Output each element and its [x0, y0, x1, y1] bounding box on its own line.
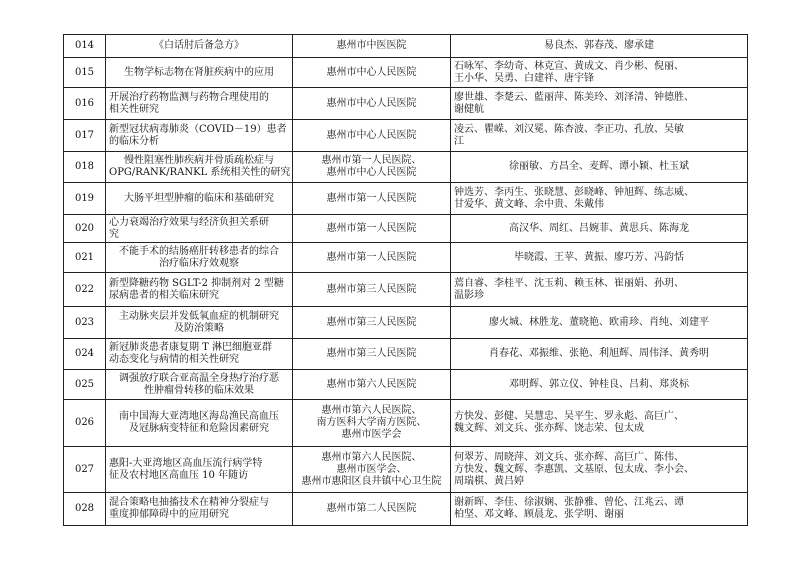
- institution-line: 惠州市第六人民医院、: [321, 405, 422, 416]
- institution: [293, 88, 451, 120]
- institution: [293, 183, 451, 215]
- institution: [293, 58, 451, 88]
- authors-line: 柏坚、邓文峰、顾晨龙、张学明、谢丽: [454, 509, 624, 520]
- authors-line: 方快发、魏文辉、李惠凯、文基原、包太成、李小会、: [454, 463, 694, 475]
- institution: [293, 35, 451, 58]
- row-number: 016: [64, 88, 106, 120]
- project-title-line: 相关性研究: [109, 103, 159, 115]
- institution: [293, 493, 451, 526]
- authors-line: 何翠芳、周晓萍、刘文兵、张亦辉、高巨广、陈伟、: [454, 451, 684, 463]
- authors-line: 周瑞棋、黄吕婷: [454, 475, 524, 487]
- project-title-line: 开展治疗药物监测与药物合理使用的: [109, 91, 269, 103]
- table-row: [64, 370, 748, 400]
- institution-line: 惠州市第六人民医院、: [321, 451, 422, 463]
- project-title-line: 及冠脉病变特征和危险因素研究: [129, 423, 269, 434]
- row-number: 024: [64, 339, 106, 370]
- project-title-line: 及防治策略: [174, 322, 224, 334]
- authors-line: 王小华、吴勇、白建祥、唐宇锋: [454, 72, 594, 84]
- project-title: [106, 339, 293, 370]
- project-title-line: 《白话肘后备急方》: [154, 40, 244, 51]
- authors: [451, 370, 748, 400]
- table-row: [64, 88, 748, 120]
- row-number: 015: [64, 58, 106, 88]
- row-number: 027: [64, 447, 106, 493]
- authors: [451, 152, 748, 183]
- table-row: [64, 493, 748, 526]
- institution-line: 惠州市第一人民医院: [326, 251, 417, 263]
- authors-line: 徐丽敏、方昌全、麦辉、谭小颖、杜玉斌: [509, 161, 689, 172]
- table-row: [64, 152, 748, 183]
- authors: [451, 183, 748, 215]
- institution: [293, 120, 451, 152]
- institution-line: 惠州市中心人民医院: [326, 167, 417, 178]
- institution-line: 惠州市医学会、: [336, 463, 407, 475]
- institution-line: 惠州市第一人民医院: [326, 192, 417, 204]
- authors-line: 肖春花、邓振维、张艳、利旭辉、周伟泽、黄秀明: [489, 348, 709, 359]
- table-row: [64, 58, 748, 88]
- table-row: [64, 447, 748, 493]
- project-title-line: 重度抑郁障碍中的应用研究: [109, 509, 229, 520]
- institution: [293, 152, 451, 183]
- project-title-line: 征及农村地区高血压 10 年随访: [109, 469, 249, 481]
- project-title: [106, 215, 293, 243]
- table-row: [64, 183, 748, 215]
- authors: [451, 493, 748, 526]
- project-title: [106, 88, 293, 120]
- project-title: [106, 243, 293, 273]
- institution: [293, 273, 451, 307]
- institution-line: 惠州市医学会: [341, 429, 402, 440]
- project-title-line: 的临床分析: [109, 135, 159, 147]
- institution: [293, 307, 451, 339]
- table-row: [64, 120, 748, 152]
- authors: [451, 307, 748, 339]
- institution-line: 惠州市第三人民医院: [326, 283, 417, 295]
- project-title-line: 新型冠状病毒肺炎（COVID－19）患者: [109, 123, 287, 135]
- institution: [293, 400, 451, 447]
- institution-line: 惠州市中心人民医院: [326, 129, 417, 141]
- authors-line: 方快发、彭健、吴慧忠、吴平生、罗永彪、高巨广、: [454, 411, 684, 422]
- authors-line: 廖世雄、李楚云、藍丽萍、陈美玲、刘泽清、钟德胜、: [454, 91, 694, 103]
- authors-line: 甘爱华、黄文峰、余中贵、朱戴伟: [454, 198, 604, 210]
- authors: [451, 35, 748, 58]
- table-row: [64, 339, 748, 370]
- institution-line: 惠州市第三人民医院: [326, 316, 417, 328]
- institution: [293, 215, 451, 243]
- table-row: [64, 273, 748, 307]
- row-number: 023: [64, 307, 106, 339]
- project-title: [106, 400, 293, 447]
- row-number: 019: [64, 183, 106, 215]
- authors: [451, 400, 748, 447]
- project-title: [106, 307, 293, 339]
- authors-line: 钟选芳、李丙生、张晓慧、彭晓峰、钟旭辉、练志威、: [454, 186, 694, 198]
- project-title: [106, 183, 293, 215]
- row-number: 025: [64, 370, 106, 400]
- project-title: [106, 370, 293, 400]
- authors: [451, 447, 748, 493]
- institution-line: 惠州市中医医院: [336, 40, 407, 51]
- institution-line: 惠州市第二人民医院: [326, 503, 417, 514]
- authors-line: 石咏军、李幼奇、林克宣、黄成文、肖少彬、倪丽、: [454, 60, 684, 72]
- institution-line: 惠州市第三人民医院: [326, 348, 417, 359]
- authors-line: 魏文辉、刘文兵、张亦辉、饶志荣、包太成: [454, 423, 644, 434]
- project-title-line: 南中国海大亚湾地区海岛渔民高血压: [119, 411, 279, 422]
- row-number: 017: [64, 120, 106, 152]
- institution: [293, 339, 451, 370]
- table-body: [64, 35, 748, 526]
- authors-line: 毕晓霞、王苹、黄振、廖巧芳、冯韵恬: [514, 251, 684, 263]
- project-title: [106, 58, 293, 88]
- institution-line: 惠州市第一人民医院、: [321, 155, 422, 166]
- authors: [451, 58, 748, 88]
- authors-line: 谢健航: [454, 103, 484, 115]
- authors-line: 谢新晖、李佳、徐淑娴、张静雅、曾伦、江兆云、谭: [454, 497, 684, 508]
- project-title-line: 新冠肺炎患者康复期 T 淋巴细胞亚群: [109, 342, 273, 353]
- project-title-line: 动态变化与病情的相关性研究: [109, 354, 239, 365]
- authors: [451, 243, 748, 273]
- row-number: 014: [64, 35, 106, 58]
- authors-line: 邓明辉、郭立仪、钟桂良、吕莉、郑炎标: [509, 378, 689, 390]
- institution-line: 惠州市第一人民医院: [326, 222, 417, 234]
- row-number: 026: [64, 400, 106, 447]
- project-title-line: 调强放疗联合亚高温全身热疗治疗恶: [119, 372, 279, 384]
- institution-line: 惠州市中心人民医院: [326, 97, 417, 109]
- row-number: 020: [64, 215, 106, 243]
- authors: [451, 273, 748, 307]
- authors-line: 凌云、瞿嵘、刘汉冕、陈杏波、李正功、孔放、吴敏: [454, 123, 684, 135]
- authors: [451, 215, 748, 243]
- institution-line: 惠州市惠阳区良井镇中心卫生院: [301, 475, 442, 487]
- project-title-line: 性肿瘤骨转移的临床效果: [144, 384, 254, 396]
- authors-line: 蔫自睿、李桂平、沈玉莉、赖玉林、崔丽娟、孙玥、: [454, 277, 684, 289]
- project-title-line: 混合策略电抽搐技术在精神分裂症与: [109, 497, 269, 508]
- project-title-line: 治疗临床疗效观察: [159, 257, 239, 269]
- authors-line: 易良杰、郭春茂、廖承建: [544, 40, 654, 51]
- project-title-line: 究: [109, 228, 119, 240]
- institution: [293, 243, 451, 273]
- row-number: 021: [64, 243, 106, 273]
- project-title: [106, 120, 293, 152]
- row-number: 022: [64, 273, 106, 307]
- project-title-line: 大肠平坦型肿瘤的临床和基础研究: [124, 192, 274, 204]
- institution: [293, 370, 451, 400]
- authors: [451, 88, 748, 120]
- table-row: [64, 35, 748, 58]
- table-row: [64, 243, 748, 273]
- row-number: 018: [64, 152, 106, 183]
- project-title-line: 不能手术的结肠癌肝转移患者的综合: [119, 245, 279, 257]
- project-title: [106, 152, 293, 183]
- project-title-line: 心力衰竭治疗效果与经济负担关系研: [109, 216, 269, 228]
- authors-line: 廖火城、林胜龙、董晓艳、欧甫珍、肖纯、刘建平: [489, 316, 709, 328]
- authors: [451, 339, 748, 370]
- table-row: [64, 215, 748, 243]
- institution: [293, 447, 451, 493]
- authors: [451, 120, 748, 152]
- project-title: [106, 35, 293, 58]
- project-title: [106, 493, 293, 526]
- authors-line: 高汉华、周红、吕婉菲、黄思兵、陈海龙: [509, 222, 689, 234]
- awards-table: [63, 34, 748, 526]
- row-number: 028: [64, 493, 106, 526]
- project-title: [106, 447, 293, 493]
- table-row: [64, 307, 748, 339]
- authors-line: 温影珍: [454, 289, 484, 301]
- project-title-line: OPG/RANK/RANKL 系统相关性的研究: [109, 167, 291, 178]
- project-title-line: 生物学标志物在肾脏疾病中的应用: [124, 66, 274, 78]
- project-title-line: 慢性阻塞性肺疾病并骨质疏松症与: [124, 155, 274, 166]
- project-title-line: 新型降糖药物 SGLT-2 抑制剂对 2 型糖: [109, 277, 284, 289]
- institution-line: 南方医科大学南方医院、: [316, 417, 427, 428]
- project-title-line: 主动脉夹层并发低氧血症的机制研究: [119, 310, 279, 322]
- institution-line: 惠州市中心人民医院: [326, 66, 417, 78]
- institution-line: 惠州市第六人民医院: [326, 378, 417, 390]
- table-row: [64, 400, 748, 447]
- project-title: [106, 273, 293, 307]
- authors-line: 江: [454, 135, 464, 147]
- project-title-line: 尿病患者的相关临床研究: [109, 289, 219, 301]
- project-title-line: 惠阳-大亚湾地区高血压流行病学特: [109, 457, 263, 469]
